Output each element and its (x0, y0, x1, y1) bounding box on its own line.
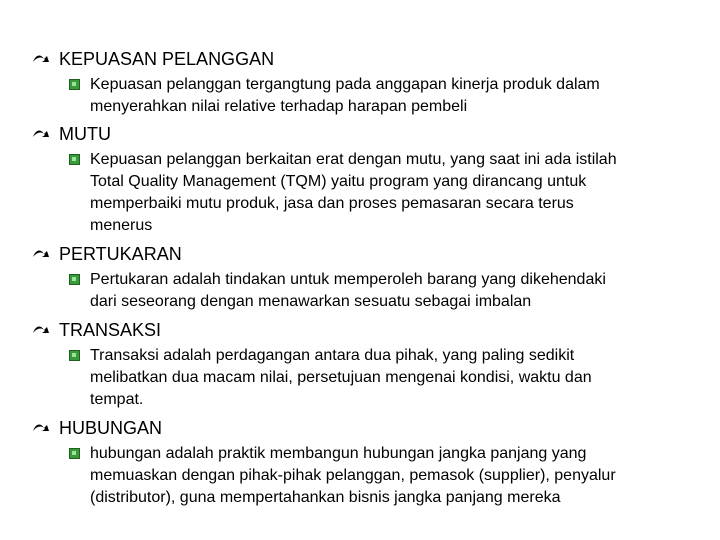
bullet-line: dari seseorang dengan menawarkan sesuatu sebagai imbalan (90, 293, 532, 310)
bullet-line: tempat. (90, 391, 144, 408)
section-heading (32, 319, 692, 341)
bullet-line: menerus (90, 217, 153, 234)
swoosh-arrow-icon (32, 53, 50, 65)
section-title: TRANSAKSI (59, 320, 162, 340)
section-title: PERTUKARAN (59, 244, 182, 264)
section-heading (32, 123, 692, 145)
green-square-icon (69, 448, 80, 459)
section-pertukaran (32, 243, 692, 313)
section-title: MUTU (59, 124, 111, 144)
swoosh-arrow-icon (32, 128, 50, 140)
bullet-line: Transaksi adalah perdagangan antara dua pihak, yang paling sedikit (90, 347, 575, 364)
bullet-line: melibatkan dua macam nilai, persetujuan mengenai kondisi, waktu dan (90, 369, 592, 386)
section-mutu (32, 123, 692, 237)
green-square-icon (69, 350, 80, 361)
section-hubungan (32, 417, 692, 509)
green-square-icon (69, 154, 80, 165)
bullet-line: Total Quality Management (TQM) yaitu program yang dirancang untuk (90, 173, 587, 190)
bullet-item (69, 269, 692, 313)
section-title: KEPUASAN PELANGGAN (59, 49, 275, 69)
section-heading (32, 48, 692, 70)
bullet-line: (distributor), guna mempertahankan bisnis jangka panjang mereka (90, 489, 561, 506)
swoosh-arrow-icon (32, 324, 50, 336)
section-heading (32, 417, 692, 439)
swoosh-arrow-icon (32, 422, 50, 434)
bullet-line: memperbaiki mutu produk, jasa dan proses pemasaran secara terus (90, 195, 574, 212)
bullet-line: hubungan adalah praktik membangun hubungan jangka panjang yang (90, 445, 587, 462)
bullet-item (69, 74, 692, 118)
section-kepuasan-pelanggan (32, 48, 692, 118)
bullet-line: Kepuasan pelanggan berkaitan erat dengan mutu, yang saat ini ada istilah (90, 151, 617, 168)
bullet-line: memuaskan dengan pihak-pihak pelanggan, pemasok (supplier), penyalur (90, 467, 616, 484)
bullet-line: Pertukaran adalah tindakan untuk memperoleh barang yang dikehendaki (90, 271, 606, 288)
bullet-item (69, 443, 692, 509)
green-square-icon (69, 79, 80, 90)
swoosh-arrow-icon (32, 248, 50, 260)
section-heading (32, 243, 692, 265)
bullet-line: menyerahkan nilai relative terhadap harapan pembeli (90, 98, 468, 115)
bullet-item (69, 149, 692, 237)
bullet-item (69, 345, 692, 411)
section-transaksi (32, 319, 692, 411)
green-square-icon (69, 274, 80, 285)
bullet-line: Kepuasan pelanggan tergangtung pada anggapan kinerja produk dalam (90, 76, 600, 93)
section-title: HUBUNGAN (59, 418, 163, 438)
